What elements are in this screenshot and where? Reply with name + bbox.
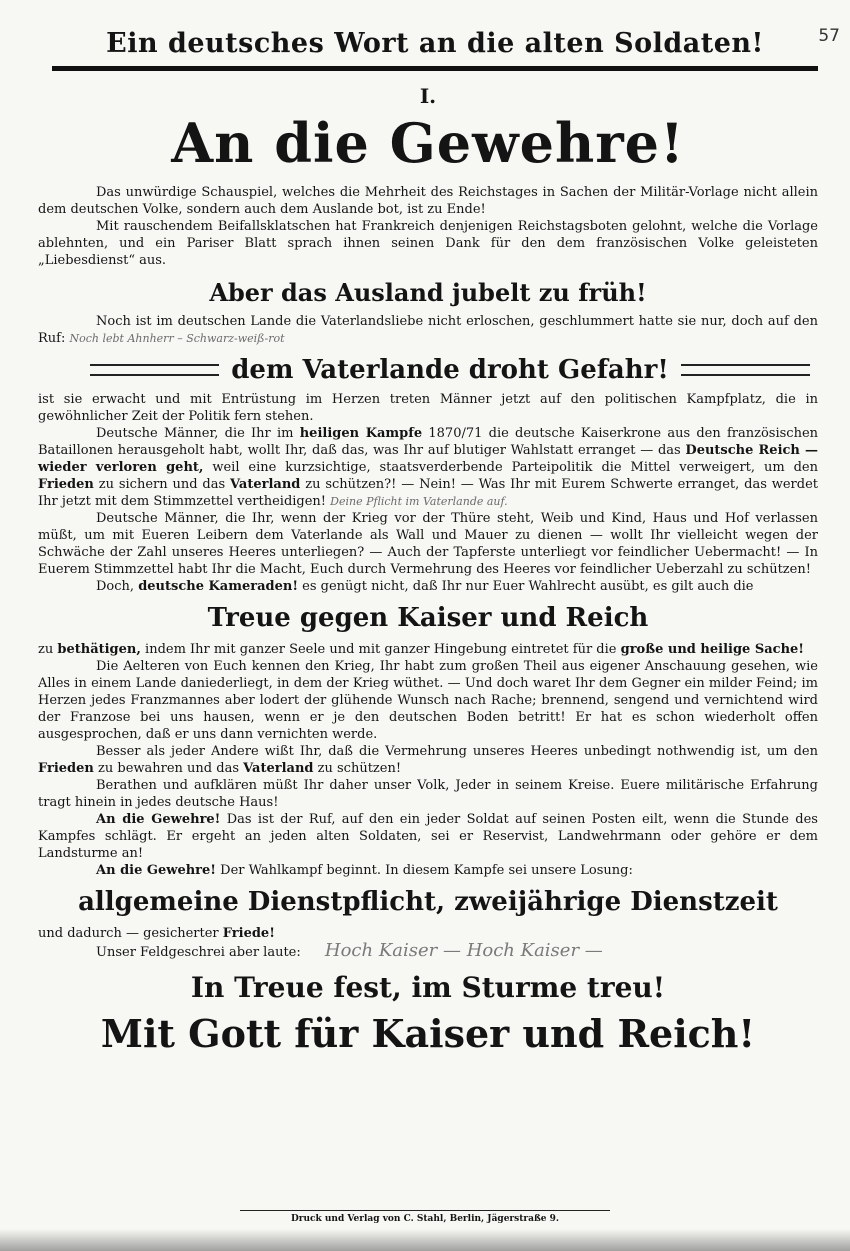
paragraph-1: Das unwürdige Schauspiel, welches die Mehrheit des Reichstages in Sachen der Militär-Vorlage nicht allein dem deutschen Volke, sondern auch dem Auslande bot, ist zu Ende! (38, 185, 818, 217)
p10-emph-vaterland: Vaterland (243, 761, 314, 776)
section-numeral: I. (419, 84, 437, 108)
paragraph-5 (38, 425, 818, 510)
p15-text: Unser Feldgeschrei aber laute: (96, 945, 301, 960)
leaflet-header: Ein deutsches Wort an die alten Soldaten! (106, 28, 764, 59)
paragraph-15 (38, 942, 818, 961)
paragraph-12 (38, 811, 818, 862)
paragraph-7 (38, 578, 818, 595)
paragraph-10 (38, 743, 818, 777)
p5-text-c: 1870/71 die deutsche Kaiserkrone aus den französischen Bataillonen herausgeholt habt, wollt Ihr, daß das, was Ihr auf blutiger Wahlstatt erranget — das (38, 426, 819, 458)
slogan-treue: In Treue fest, im Sturme treu! (190, 971, 666, 1004)
p8-emph-sache: große und heilige Sache! (620, 642, 804, 657)
p12-text-b: Das ist der Ruf, auf den ein jeder Soldat auf seinen Posten eilt, wenn die Stunde des Kampfes schlägt. Er ergeht an jeden alten Soldaten, sei er Reservist, Landwehrmann oder gehöre er dem Landsturme an! (38, 812, 818, 861)
p8-text-c: indem Ihr mit ganzer Seele und mit ganzer Hingebung eintretet für die (145, 642, 617, 657)
paragraph-6: Deutsche Männer, die Ihr, wenn der Krieg vor der Thüre steht, Weib und Kind, Haus und Hof verlassen müßt, um mit Eueren Leibern dem Vaterlande als Wall und Mauer zu dienen — wollt Ihr vielleicht wegen der Schwäche der Zahl unseres Heeres unterliegen? — Auch der Tapferste unterliegt vor feindlicher Uebermacht! — In Euerem Stimmzettel habt Ihr die Macht, Euch durch Vermehrung des Heeres vor feindlicher Ueberzahl zu schützen! (38, 511, 818, 577)
p7-emph-kameraden: deutsche Kameraden! (138, 579, 299, 594)
p5-text-e: weil eine kurzsichtige, staatsverderbende Parteipolitik die Mittel verweigert, um den (212, 460, 818, 475)
p5-text-a: Deutsche Männer, die Ihr im (96, 426, 294, 441)
handwritten-note-2: Deine Pflicht im Vaterlande auf. (330, 495, 508, 508)
headline-gefahr: dem Vaterlande droht Gefahr! (231, 355, 669, 385)
double-rule-left (90, 364, 219, 376)
headline-ausland: Aber das Ausland jubelt zu früh! (209, 278, 647, 307)
article-body (38, 84, 818, 1063)
scan-edge-shadow (0, 1229, 850, 1251)
handwritten-note-3: Hoch Kaiser — Hoch Kaiser — (324, 940, 603, 961)
headline-gefahr-row (38, 355, 818, 385)
p12-emph-gewehre: An die Gewehre! (96, 812, 221, 827)
p5-text-i: zu schützen?! — Nein! — Was Ihr mit Eurem Schwerte erranget, das werdet Ihr jetzt mit dem Stimmzettel vertheidigen! (38, 477, 819, 509)
paragraph-3 (38, 313, 818, 347)
p7-text-c: es genügt nicht, daß Ihr nur Euer Wahlrecht ausübt, es gilt auch die (302, 579, 754, 594)
paragraph-13 (38, 862, 818, 879)
p10-emph-frieden: Frieden (38, 761, 94, 776)
p14-text-a: und dadurch — gesicherter (38, 926, 219, 941)
p13-emph-gewehre: An die Gewehre! (96, 863, 217, 878)
p5-emph-frieden: Frieden (38, 477, 94, 492)
handwritten-note-1: Noch lebt Ahnherr – Schwarz-weiß-rot (69, 332, 285, 345)
paragraph-11: Berathen und aufklären müßt Ihr daher unser Volk, Jeder in seinem Kreise. Euere militärische Erfahrung tragt hinein in jedes deutsche Haus! (38, 778, 818, 810)
p8-text-a: zu (38, 642, 54, 657)
p7-text-a: Doch, (96, 579, 135, 594)
p10-text-a: Besser als jeder Andere wißt Ihr, daß die Vermehrung unseres Heeres unbedingt nothwendig ist, um den (96, 744, 818, 759)
p10-text-c: zu bewahren und das (98, 761, 239, 776)
p5-emph-reich: Deutsche Reich — wieder verloren geht, (38, 443, 818, 475)
headline-treue: Treue gegen Kaiser und Reich (207, 603, 649, 633)
p14-emph-friede: Friede! (222, 926, 275, 941)
p5-emph-kampfe: heiligen Kampfe (299, 426, 423, 441)
page-number: 57 (818, 26, 840, 46)
paragraph-4: ist sie erwacht und mit Entrüstung im Herzen treten Männer jetzt auf den politischen Kampfplatz, die in gewöhnlicher Zeit der Politik fern stehen. (38, 392, 818, 424)
header-rule (52, 66, 818, 71)
printer-imprint: Druck und Verlag von C. Stahl, Berlin, Jägerstraße 9. (240, 1210, 610, 1224)
paragraph-8 (38, 641, 818, 658)
final-line: Mit Gott für Kaiser und Reich! (100, 1011, 756, 1056)
p5-emph-vaterland: Vaterland (230, 477, 301, 492)
p8-emph-bethaetigen: bethätigen, (57, 642, 141, 657)
double-rule-right (681, 364, 810, 376)
main-title: An die Gewehre! (171, 111, 685, 175)
headline-dienstpflicht: allgemeine Dienstpflicht, zweijährige Dienstzeit (78, 887, 778, 917)
paragraph-3-text: Noch ist im deutschen Lande die Vaterlandsliebe nicht erloschen, geschlummert hatte sie nur, doch auf den Ruf: (38, 314, 818, 346)
p13-text-b: Der Wahlkampf beginnt. In diesem Kampfe sei unsere Losung: (220, 863, 633, 878)
p10-text-e: zu schützen! (317, 761, 402, 776)
paragraph-2: Mit rauschendem Beifallsklatschen hat Frankreich denjenigen Reichstagsboten gelohnt, welche die Vorlage ablehnten, und ein Pariser Blatt sprach ihnen seinen Dank für den dem französischen Volke geleisteten „Liebesdienst“ aus. (38, 219, 818, 268)
p5-text-g: zu sichern und das (98, 477, 226, 492)
paragraph-9: Die Aelteren von Euch kennen den Krieg, Ihr habt zum großen Theil aus eigener Anschauung gesehen, wie Alles in einem Lande daniederliegt, in dem der Krieg wüthet. — Und doch waret Ihr dem Gegner ein milder Feind; im Herzen jedes Franzmannes aber lodert der glühende Wunsch nach Rache; brennend, sengend und vernichtend wird der Franzose bei uns hausen, wenn er je den deutschen Boden betritt! Er hat es schon wiederholt offen ausgesprochen, daß er uns dann vernichten werde. (38, 659, 818, 742)
